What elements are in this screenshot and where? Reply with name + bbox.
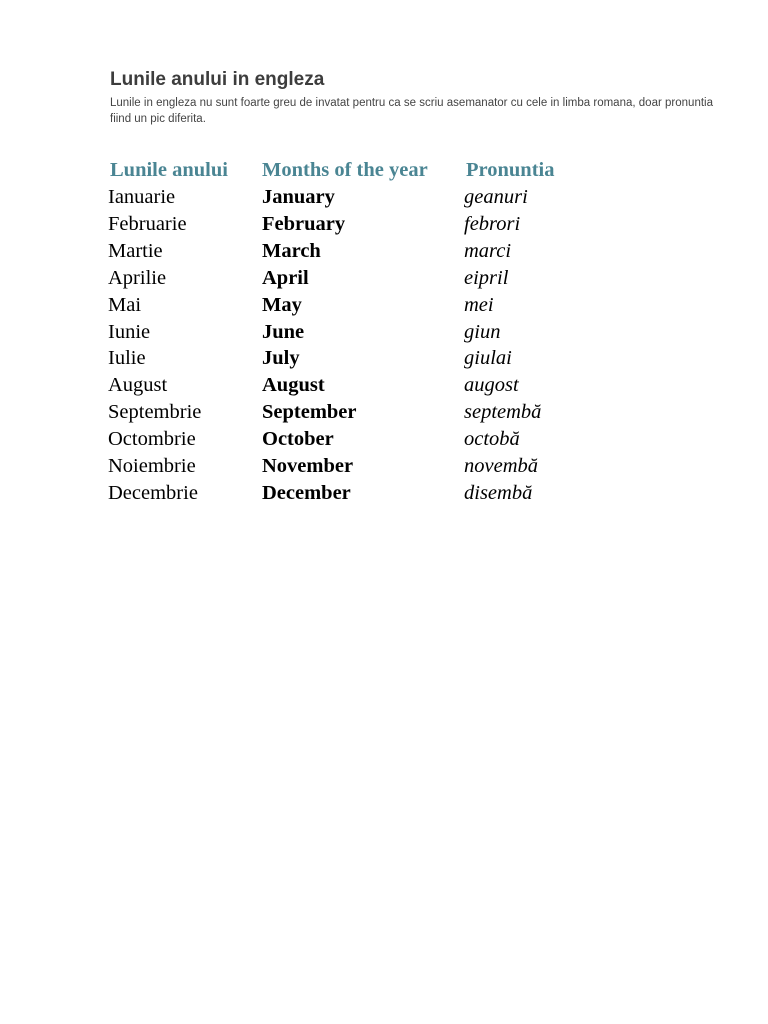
romanian-month: Mai xyxy=(108,293,142,316)
pronunciation: marci xyxy=(464,239,512,262)
header-english-months: Months of the year xyxy=(262,158,428,181)
romanian-month: Februarie xyxy=(108,212,187,235)
table-row xyxy=(106,319,626,346)
romanian-month: August xyxy=(108,374,168,397)
english-month: August xyxy=(262,374,325,397)
romanian-month: Octombrie xyxy=(108,428,196,451)
document-header xyxy=(110,68,713,127)
table-row xyxy=(106,265,626,292)
pronunciation: mei xyxy=(464,293,494,316)
pronunciation: septembă xyxy=(464,401,542,424)
table-row xyxy=(106,238,626,265)
table-row xyxy=(106,426,626,453)
months-table xyxy=(106,156,626,507)
romanian-month: Septembrie xyxy=(108,401,202,424)
english-month: December xyxy=(262,481,351,504)
english-month: June xyxy=(262,320,305,343)
english-month: November xyxy=(262,455,354,478)
table-row xyxy=(106,184,626,211)
pronunciation: giun xyxy=(464,320,501,343)
pronunciation: eipril xyxy=(464,266,509,289)
pronunciation: augost xyxy=(464,374,519,397)
romanian-month: Decembrie xyxy=(108,481,198,504)
romanian-month: Iunie xyxy=(108,320,151,343)
header-pronunciation: Pronuntia xyxy=(466,158,555,181)
table-row xyxy=(106,453,626,480)
pronunciation: disembă xyxy=(464,481,533,504)
table-row xyxy=(106,399,626,426)
table-row xyxy=(106,345,626,372)
english-month: March xyxy=(262,239,321,262)
english-month: October xyxy=(262,428,334,451)
english-month: February xyxy=(262,212,346,235)
english-month: January xyxy=(262,186,335,208)
english-month: July xyxy=(262,347,300,370)
table-header-row xyxy=(106,156,626,184)
romanian-month: Martie xyxy=(108,239,163,262)
romanian-month: Iulie xyxy=(108,347,146,370)
english-month: September xyxy=(262,401,357,424)
header-romanian-months: Lunile anului xyxy=(110,158,228,181)
table-row xyxy=(106,292,626,319)
page-title: Lunile anului in engleza xyxy=(110,69,325,90)
intro-paragraph: Lunile in engleza nu sunt foarte greu de invatat pentru ca se scriu asemanator cu cele in limba romana, doar pronuntia fiind un pic diferita. xyxy=(110,97,713,125)
romanian-month: Noiembrie xyxy=(108,455,196,478)
pronunciation: octobă xyxy=(464,428,520,451)
romanian-month: Ianuarie xyxy=(108,186,176,208)
table-row xyxy=(106,211,626,238)
pronunciation: geanuri xyxy=(464,186,528,208)
pronunciation: giulai xyxy=(464,347,512,370)
english-month: May xyxy=(262,293,302,316)
pronunciation: febrori xyxy=(464,212,521,235)
english-month: April xyxy=(262,266,309,289)
table-row xyxy=(106,372,626,399)
pronunciation: novembă xyxy=(464,455,539,478)
table-row xyxy=(106,480,626,507)
romanian-month: Aprilie xyxy=(108,266,167,289)
